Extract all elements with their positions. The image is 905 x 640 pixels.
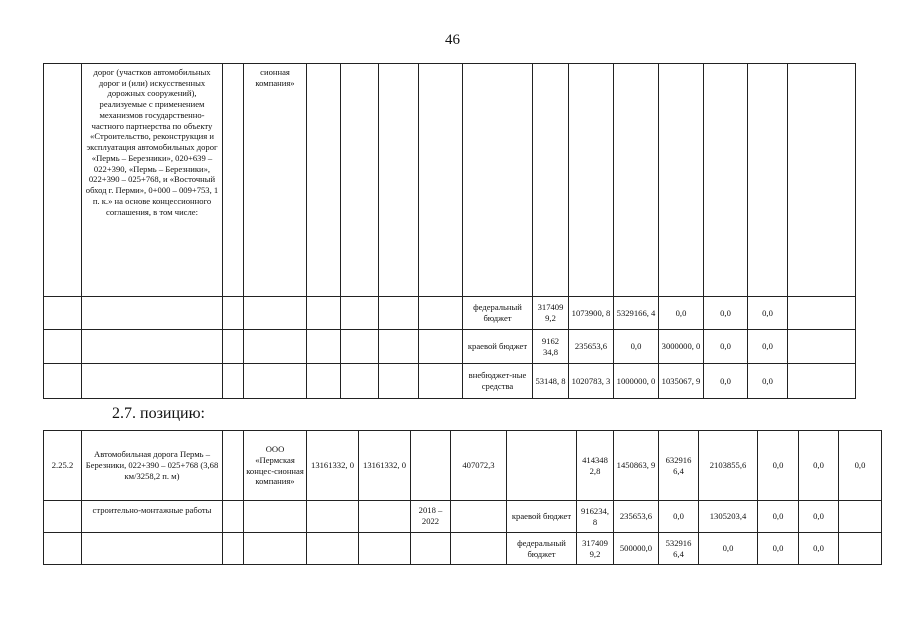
cell-value: 0,0 xyxy=(799,501,839,533)
page-number: 46 xyxy=(445,32,460,48)
position-number: 2.25.2 xyxy=(44,431,82,501)
cell-value: 317409 9,2 xyxy=(577,533,614,565)
object-description: дорог (участков автомобильных дорог и (или) искусственных дорожных сооружений), реализуемые с применением механизмов государственно-частного партнерства по объекту «Строительство, реконструкция и эксплуатация автомобильных дорог «Пермь – Березники», 020+639 – 022+390, «Пермь – Березники», 022+390 – 025+768, и «Восточный обход г. Перми», 0+000 – 009+753, 1 п. к.» на основе концессионного соглашения, в том числе: xyxy=(82,64,223,297)
table-row xyxy=(44,501,882,533)
cell-value: 0,0 xyxy=(799,533,839,565)
cell-value: 13161332, 0 xyxy=(359,431,411,501)
cell-value: 2103855,6 xyxy=(699,431,758,501)
cell-value: 414348 2,8 xyxy=(577,431,614,501)
cell-value: 1020783, 3 xyxy=(569,364,614,399)
table-row xyxy=(44,297,856,330)
cell-value: 235653,6 xyxy=(614,501,659,533)
table-continuation xyxy=(43,63,856,399)
cell-value: 916234, 8 xyxy=(577,501,614,533)
period: 2018 – 2022 xyxy=(411,501,451,533)
funding-source: федеральный бюджет xyxy=(507,533,577,565)
table-row xyxy=(44,64,856,297)
table-row xyxy=(44,364,856,399)
cell-value: 0,0 xyxy=(758,533,799,565)
cell-value: 5329166, 4 xyxy=(614,297,659,330)
cell-value: 407072,3 xyxy=(451,431,507,501)
cell-value: 0,0 xyxy=(614,330,659,364)
cell-value: 53148, 8 xyxy=(533,364,569,399)
cell-value: 0,0 xyxy=(748,297,788,330)
cell-value: 0,0 xyxy=(659,297,704,330)
cell-value: 0,0 xyxy=(839,431,882,501)
cell-value: 0,0 xyxy=(758,431,799,501)
cell-value: 0,0 xyxy=(748,330,788,364)
funding-source: внебюджет-ные средства xyxy=(463,364,533,399)
cell-value: 0,0 xyxy=(799,431,839,501)
cell-value: 0,0 xyxy=(704,364,748,399)
cell-value: 13161332, 0 xyxy=(307,431,359,501)
cell-value: 1000000, 0 xyxy=(614,364,659,399)
cell-value: 0,0 xyxy=(748,364,788,399)
cell-value: 1035067, 9 xyxy=(659,364,704,399)
cell-value: 532916 6,4 xyxy=(659,533,699,565)
cell-value: 0,0 xyxy=(704,330,748,364)
object-name: Автомобильная дорога Пермь – Березники, 022+390 – 025+768 (3,68 км/3258,2 п. м) xyxy=(82,431,223,501)
cell-value: 235653,6 xyxy=(569,330,614,364)
cell-value: 1073900, 8 xyxy=(569,297,614,330)
executor-text: ООО «Пермская концес-сионная компания» xyxy=(244,431,307,501)
cell-value: 3000000, 0 xyxy=(659,330,704,364)
table-position xyxy=(43,430,882,565)
cell-value: 317409 9,2 xyxy=(533,297,569,330)
cell-value: 500000,0 xyxy=(614,533,659,565)
work-type: строительно-монтажные работы xyxy=(82,501,223,533)
cell-value: 1305203,4 xyxy=(699,501,758,533)
table-row xyxy=(44,533,882,565)
cell-value: 0,0 xyxy=(659,501,699,533)
cell-value: 0,0 xyxy=(758,501,799,533)
cell-value: 0,0 xyxy=(699,533,758,565)
table-row xyxy=(44,431,882,501)
section-heading: 2.7. позицию: xyxy=(112,405,205,422)
executor-text: сионная компания» xyxy=(244,64,307,297)
cell-value: 9162 34,8 xyxy=(533,330,569,364)
cell-value: 632916 6,4 xyxy=(659,431,699,501)
funding-source: краевой бюджет xyxy=(507,501,577,533)
table-row xyxy=(44,330,856,364)
cell-value: 1450863, 9 xyxy=(614,431,659,501)
funding-source: федеральный бюджет xyxy=(463,297,533,330)
cell-value: 0,0 xyxy=(704,297,748,330)
funding-source: краевой бюджет xyxy=(463,330,533,364)
